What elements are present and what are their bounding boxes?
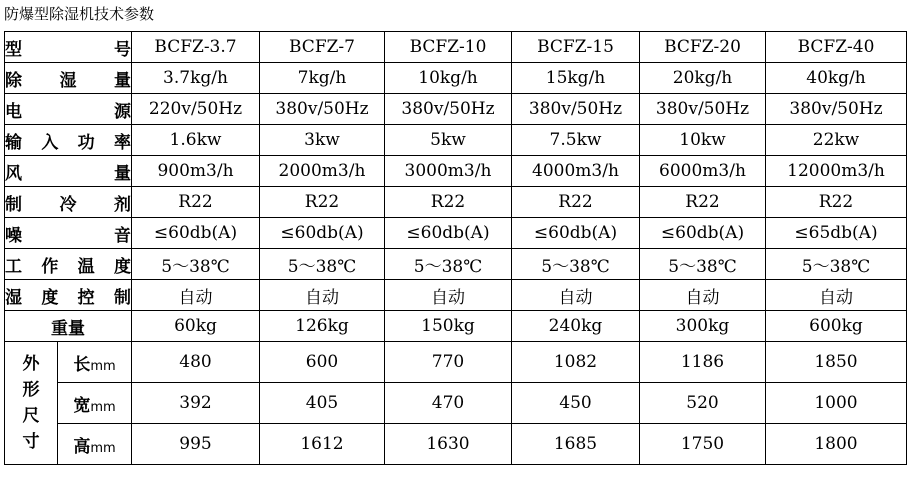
value-cell: 10kw	[640, 125, 766, 156]
row-label: 湿度控制	[5, 280, 132, 311]
value-cell: ≤65db(A)	[766, 218, 907, 249]
value-cell: 3000m3/h	[385, 156, 512, 187]
value-cell: 5～38℃	[512, 249, 640, 280]
dimension-unit: mm	[90, 399, 116, 415]
dimension-label	[58, 383, 132, 424]
value-cell: 自动	[640, 280, 766, 311]
row-label: 风 量	[5, 156, 132, 187]
value-cell: ≤60db(A)	[132, 218, 260, 249]
model-cell: BCFZ-3.7	[132, 32, 260, 63]
value-cell: 770	[385, 342, 512, 383]
value-cell: 5～38℃	[260, 249, 385, 280]
value-cell: 380v/50Hz	[385, 94, 512, 125]
value-cell: R22	[640, 187, 766, 218]
value-cell: 40kg/h	[766, 63, 907, 94]
value-cell: 1.6kw	[132, 125, 260, 156]
value-cell: 126kg	[260, 311, 385, 342]
value-cell: 自动	[132, 280, 260, 311]
spec-table	[4, 31, 907, 465]
model-cell: BCFZ-40	[766, 32, 907, 63]
value-cell: 380v/50Hz	[512, 94, 640, 125]
value-cell: 1850	[766, 342, 907, 383]
row-label: 输入功率	[5, 125, 132, 156]
value-cell: 1800	[766, 424, 907, 465]
table-row	[5, 125, 907, 156]
dimension-label	[58, 342, 132, 383]
row-label: 电 源	[5, 94, 132, 125]
model-cell: BCFZ-7	[260, 32, 385, 63]
table-row	[5, 280, 907, 311]
dimension-label-text: 宽	[73, 395, 91, 416]
value-cell: ≤60db(A)	[260, 218, 385, 249]
value-cell: 392	[132, 383, 260, 424]
value-cell: 1685	[512, 424, 640, 465]
value-cell: R22	[260, 187, 385, 218]
value-cell: 4000m3/h	[512, 156, 640, 187]
dimension-unit: mm	[90, 440, 116, 456]
value-cell: 600kg	[766, 311, 907, 342]
dimension-label	[58, 424, 132, 465]
value-cell: 自动	[385, 280, 512, 311]
table-row	[5, 424, 907, 465]
value-cell: 6000m3/h	[640, 156, 766, 187]
row-label: 工作温度	[5, 249, 132, 280]
value-cell: 自动	[260, 280, 385, 311]
row-label: 制冷剂	[5, 187, 132, 218]
value-cell: 240kg	[512, 311, 640, 342]
dimensions-group-char: 外	[22, 354, 40, 374]
value-cell: 150kg	[385, 311, 512, 342]
dimension-unit: mm	[90, 358, 116, 374]
value-cell: ≤60db(A)	[385, 218, 512, 249]
value-cell: 480	[132, 342, 260, 383]
value-cell: 7kg/h	[260, 63, 385, 94]
dimension-label-text: 长	[73, 354, 91, 375]
dimensions-group-char: 寸	[22, 432, 40, 452]
value-cell: 3kw	[260, 125, 385, 156]
value-cell: 1750	[640, 424, 766, 465]
value-cell: 380v/50Hz	[640, 94, 766, 125]
value-cell: 5～38℃	[132, 249, 260, 280]
row-label: 重量	[5, 311, 132, 342]
value-cell: 7.5kw	[512, 125, 640, 156]
value-cell: 5～38℃	[640, 249, 766, 280]
model-cell: BCFZ-15	[512, 32, 640, 63]
dimensions-group-char: 形	[22, 380, 40, 400]
value-cell: 60kg	[132, 311, 260, 342]
value-cell: 1082	[512, 342, 640, 383]
value-cell: 自动	[512, 280, 640, 311]
value-cell: 2000m3/h	[260, 156, 385, 187]
value-cell: 600	[260, 342, 385, 383]
row-label: 噪 音	[5, 218, 132, 249]
value-cell: 3.7kg/h	[132, 63, 260, 94]
dimension-label-text: 高	[73, 436, 91, 457]
dimensions-group-char: 尺	[22, 406, 40, 426]
value-cell: 5～38℃	[385, 249, 512, 280]
value-cell: 5～38℃	[766, 249, 907, 280]
value-cell: 450	[512, 383, 640, 424]
document-caption: 防爆型除湿机技术参数	[4, 5, 155, 23]
value-cell: 5kw	[385, 125, 512, 156]
row-label-model: 型 号	[5, 32, 132, 63]
value-cell: 220v/50Hz	[132, 94, 260, 125]
value-cell: R22	[766, 187, 907, 218]
table-row	[5, 63, 907, 94]
table-row	[5, 94, 907, 125]
value-cell: 10kg/h	[385, 63, 512, 94]
table-row	[5, 342, 907, 383]
value-cell: 20kg/h	[640, 63, 766, 94]
table-row	[5, 187, 907, 218]
value-cell: 1000	[766, 383, 907, 424]
value-cell: 1612	[260, 424, 385, 465]
model-cell: BCFZ-10	[385, 32, 512, 63]
value-cell: 1186	[640, 342, 766, 383]
value-cell: 405	[260, 383, 385, 424]
value-cell: 自动	[766, 280, 907, 311]
value-cell: 995	[132, 424, 260, 465]
model-cell: BCFZ-20	[640, 32, 766, 63]
value-cell: 1630	[385, 424, 512, 465]
value-cell: 380v/50Hz	[766, 94, 907, 125]
row-label: 除湿量	[5, 63, 132, 94]
value-cell: ≤60db(A)	[512, 218, 640, 249]
table-row	[5, 249, 907, 280]
value-cell: 900m3/h	[132, 156, 260, 187]
table-row	[5, 311, 907, 342]
dimensions-group-label	[5, 342, 58, 465]
value-cell: 470	[385, 383, 512, 424]
value-cell: 300kg	[640, 311, 766, 342]
value-cell: R22	[385, 187, 512, 218]
value-cell: 520	[640, 383, 766, 424]
table-row	[5, 156, 907, 187]
value-cell: 380v/50Hz	[260, 94, 385, 125]
value-cell: 12000m3/h	[766, 156, 907, 187]
table-row	[5, 218, 907, 249]
value-cell: 22kw	[766, 125, 907, 156]
table-row	[5, 383, 907, 424]
value-cell: R22	[512, 187, 640, 218]
value-cell: ≤60db(A)	[640, 218, 766, 249]
header-row	[5, 32, 907, 63]
value-cell: R22	[132, 187, 260, 218]
value-cell: 15kg/h	[512, 63, 640, 94]
